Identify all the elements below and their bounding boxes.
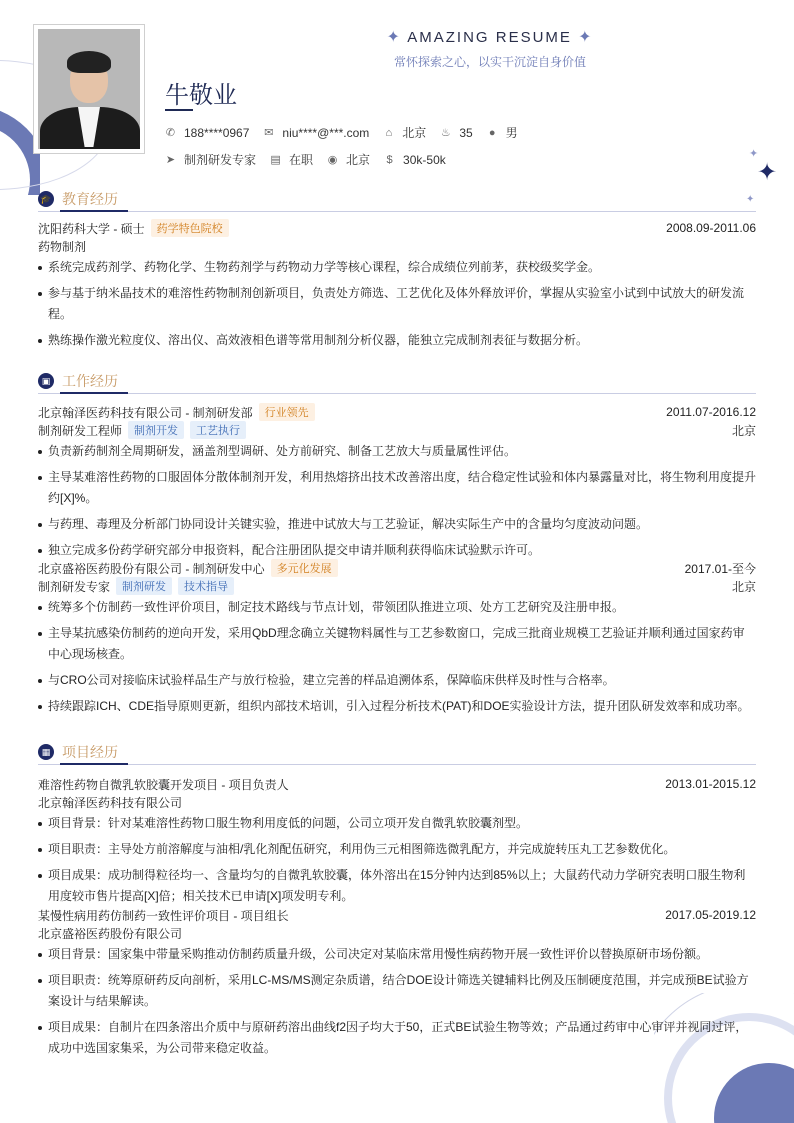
contact-row bbox=[165, 124, 532, 141]
email: niu****@***.com bbox=[282, 125, 370, 140]
role: 制剂研发专家 bbox=[38, 579, 111, 594]
work-city: 北京 bbox=[731, 579, 756, 594]
money-icon: $ bbox=[386, 153, 393, 166]
phone: 188****0967 bbox=[184, 125, 250, 140]
edu-date: 2008.09-2011.06 bbox=[666, 221, 756, 235]
intention-row bbox=[165, 151, 460, 168]
list-item: 项目职责：统筹原研药反向剖析，采用LC-MS/MS测定杂质谱，结合DOE设计筛选关键辅料比例及压制硬度范围，并完成预BE试验方案设计与结果解读。 bbox=[38, 970, 756, 1012]
list-item: 熟练操作激光粒度仪、溶出仪、高效液相色谱等常用制剂分析仪器，能独立完成制剂表征与数据分析。 bbox=[38, 330, 756, 351]
salary: 30k-50k bbox=[403, 152, 446, 167]
skill-tag: 制剂开发 bbox=[128, 421, 184, 439]
briefcase-icon: ▣ bbox=[38, 373, 54, 389]
home-icon: ⌂ bbox=[385, 126, 393, 139]
project-title: 某慢性病用药仿制药一致性评价项目 - 项目组长 bbox=[38, 908, 289, 923]
company-tag: 多元化发展 bbox=[271, 559, 338, 577]
sparkle-icon: ✦ bbox=[746, 194, 755, 205]
location-icon: ◉ bbox=[327, 154, 338, 166]
cake-icon: ♨ bbox=[440, 127, 451, 139]
section-title: 工作经历 bbox=[62, 373, 118, 389]
grid-icon: ▦ bbox=[38, 744, 54, 760]
list-item: 独立完成多份药学研究部分申报资料，配合注册团队提交申请并顺利获得临床试验默示许可。 bbox=[38, 540, 756, 561]
major: 药物制剂 bbox=[38, 239, 87, 254]
section-title: 项目经历 bbox=[62, 744, 118, 760]
star-icon: ✦ bbox=[386, 29, 402, 46]
gender-icon: ● bbox=[488, 126, 496, 139]
name-underline bbox=[165, 109, 193, 111]
project-date: 2017.05-2019.12 bbox=[665, 908, 756, 922]
list-item: 持续跟踪ICH、CDE指导原则更新，组织内部技术培训，引入过程分析技术(PAT)和DOE实验设计方法，提升团队研发效率和成功率。 bbox=[38, 696, 756, 717]
city: 北京 bbox=[402, 126, 427, 140]
person-name: 牛敬业 bbox=[165, 82, 237, 109]
project-company: 北京翰泽医药科技有限公司 bbox=[38, 795, 183, 810]
section-title: 教育经历 bbox=[62, 191, 118, 207]
education-section bbox=[38, 189, 756, 356]
list-item: 项目成果：成功制得粒径均一、含量均匀的自微乳软胶囊，体外溶出在15分钟内达到85%以上；大鼠药代动力学研究表明口服生物利用度较市售片提高[X]倍；相关技术已申请[X]项发明专利。 bbox=[38, 865, 756, 907]
company-tag: 行业领先 bbox=[259, 403, 315, 421]
mail-icon: ✉ bbox=[264, 127, 274, 139]
gender: 男 bbox=[505, 126, 518, 140]
work-date: 2017.01-至今 bbox=[684, 561, 756, 576]
school: 沈阳药科大学 - 硕士 bbox=[38, 221, 145, 236]
list-item: 项目职责：主导处方前溶解度与油相/乳化剂配伍研究，利用伪三元相图筛选微乳配方，并完成旋转压丸工艺参数优化。 bbox=[38, 839, 756, 860]
phone-icon: ✆ bbox=[165, 127, 176, 139]
star-icon: ✦ bbox=[578, 29, 594, 46]
skill-tag: 技术指导 bbox=[178, 577, 234, 595]
briefcase-icon: ▤ bbox=[270, 154, 281, 166]
list-item: 负责新药制剂全周期研发，涵盖剂型调研、处方前研究、制备工艺放大与质量属性评估。 bbox=[38, 441, 756, 462]
school-tag: 药学特色院校 bbox=[151, 219, 229, 237]
company: 北京盛裕医药股份有限公司 - 制剂研发中心 bbox=[38, 561, 265, 576]
list-item: 项目成果：自制片在四条溶出介质中与原研药溶出曲线f2因子均大于50，正式BE试验生物等效；产品通过药审中心审评并视同过评，成功中选国家集采，为公司带来稳定收益。 bbox=[38, 1017, 756, 1059]
resume-subtitle: 常怀探索之心，以实干沉淀自身价值 bbox=[393, 55, 586, 69]
target-city: 北京 bbox=[346, 153, 371, 167]
list-item: 与药理、毒理及分析部门协同设计关键实验，推进中试放大与工艺验证，解决实际生产中的含量均匀度波动问题。 bbox=[38, 514, 756, 535]
list-item: 主导某抗感染仿制药的逆向开发，采用QbD理念确立关键物料属性与工艺参数窗口，完成三批商业规模工艺验证并顺利通过国家药审中心现场核查。 bbox=[38, 623, 756, 665]
work-section bbox=[38, 371, 756, 722]
project-title: 难溶性药物自微乳软胶囊开发项目 - 项目负责人 bbox=[38, 777, 289, 792]
work-date: 2011.07-2016.12 bbox=[666, 405, 756, 419]
project-section bbox=[38, 742, 756, 1064]
list-item: 主导某难溶性药物的口服固体分散体制剂开发，利用热熔挤出技术改善溶出度，结合稳定性试验和体内暴露量对比，将生物利用度提升约[X]%。 bbox=[38, 467, 756, 509]
job-title: 制剂研发专家 bbox=[184, 153, 257, 167]
company: 北京翰泽医药科技有限公司 - 制剂研发部 bbox=[38, 405, 253, 420]
list-item: 统筹多个仿制药一致性评价项目，制定技术路线与节点计划，带领团队推进立项、处方工艺研究及注册申报。 bbox=[38, 597, 756, 618]
list-item: 项目背景：国家集中带量采购推动仿制药质量升级，公司决定对某临床常用慢性病药物开展一致性评价以替换原研市场份额。 bbox=[38, 944, 756, 965]
list-item: 参与基于纳米晶技术的难溶性药物制剂创新项目，负责处方筛选、工艺优化及体外释放评价，掌握从实验室小试到中试放大的研发流程。 bbox=[38, 283, 756, 325]
skill-tag: 制剂研发 bbox=[116, 577, 172, 595]
job-status: 在职 bbox=[289, 153, 314, 167]
graduation-cap-icon: 🎓 bbox=[38, 191, 54, 207]
sparkle-icon: ✦ bbox=[757, 159, 778, 186]
avatar bbox=[33, 24, 145, 154]
skill-tag: 工艺执行 bbox=[190, 421, 246, 439]
list-item: 与CRO公司对接临床试验样品生产与放行检验，建立完善的样品追溯体系，保障临床供样及时性与合格率。 bbox=[38, 670, 756, 691]
list-item: 项目背景：针对某难溶性药物口服生物利用度低的问题，公司立项开发自微乳软胶囊剂型。 bbox=[38, 813, 756, 834]
role: 制剂研发工程师 bbox=[38, 423, 123, 438]
resume-title: ✦ AMAZING RESUME ✦ bbox=[386, 29, 594, 46]
project-date: 2013.01-2015.12 bbox=[665, 777, 756, 791]
send-icon: ➤ bbox=[165, 154, 176, 166]
work-city: 北京 bbox=[731, 423, 756, 438]
age: 35 bbox=[459, 125, 473, 140]
project-company: 北京盛裕医药股份有限公司 bbox=[38, 926, 183, 941]
sparkle-icon: ✦ bbox=[749, 148, 759, 160]
list-item: 系统完成药剂学、药物化学、生物药剂学与药物动力学等核心课程，综合成绩位列前茅，获校级奖学金。 bbox=[38, 257, 756, 278]
